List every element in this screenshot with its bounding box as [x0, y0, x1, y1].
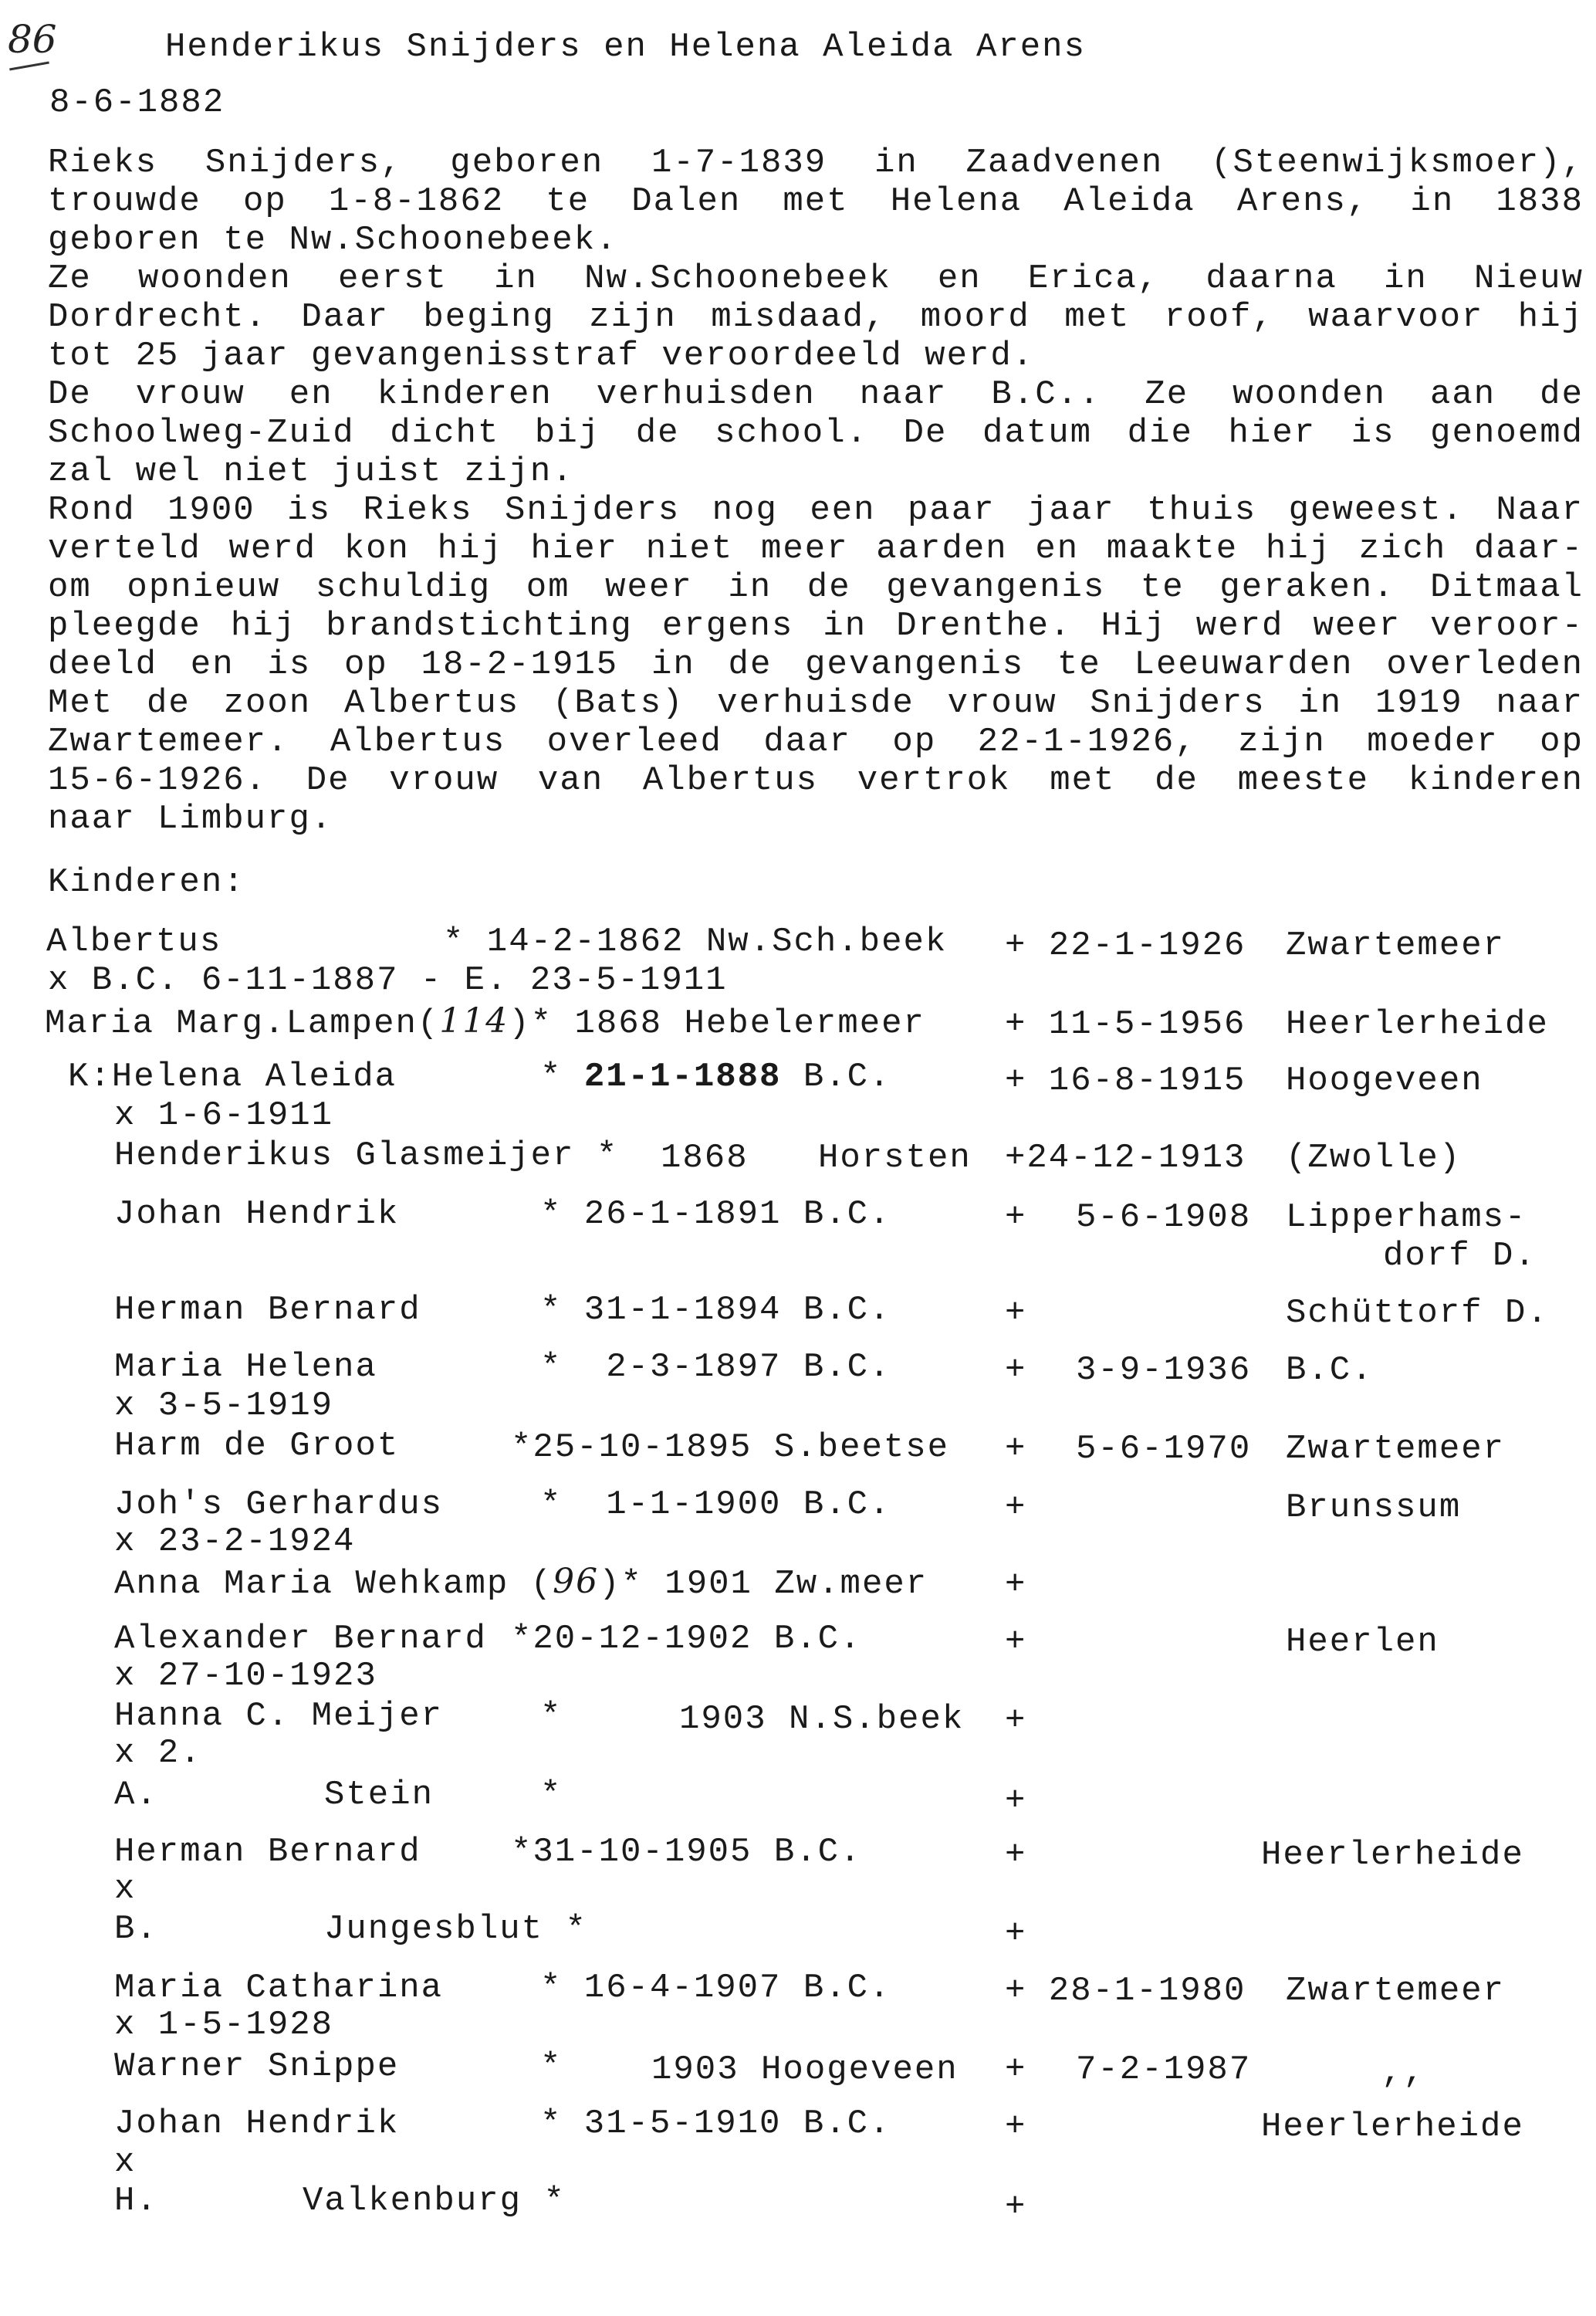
- maria-catharina-name: Maria Catharina: [114, 1969, 444, 2007]
- johan2-spouse-death: +: [1005, 2188, 1027, 2226]
- document-title: Henderikus Snijders en Helena Aleida Arens: [165, 28, 1086, 66]
- helena-spouse-birthplace: Horsten: [818, 1139, 972, 1177]
- herman1-birth: * 31-1-1894 B.C.: [540, 1291, 891, 1329]
- children-heading: Kinderen:: [48, 863, 245, 902]
- narrative-line: tot 25 jaar gevangenisstraf veroordeeld werd.: [48, 337, 1035, 375]
- maria-catharina-death: + 28-1-1980: [1005, 1972, 1246, 2010]
- alexander-birth: *20-12-1902 B.C.: [511, 1620, 862, 1658]
- alexander-spouse2-initial: A.: [114, 1776, 158, 1814]
- maria-catharina-spouse-birth: 1903 Hoogeveen: [651, 2050, 959, 2089]
- maria-catharina-spouse: Warner Snippe: [114, 2047, 400, 2086]
- maria-helena-spouse: Harm de Groot: [114, 1427, 400, 1465]
- maria-helena-spouse-place: Zwartemeer: [1286, 1430, 1506, 1468]
- narrative-line: De vrouw en kinderen verhuisden naar B.C.. Ze woonden aan de: [48, 375, 1584, 414]
- maria-helena-death: +: [1005, 1351, 1027, 1390]
- narrative-line: pleegde hij brandstichting ergens in Drenthe. Hij werd weer veroor-: [48, 607, 1584, 645]
- herman1-name: Herman Bernard: [114, 1291, 421, 1329]
- albertus-spouse-birth: )* 1868 Hebelermeer: [509, 1004, 925, 1043]
- johan2-birth: * 31-5-1910 B.C.: [540, 2104, 891, 2143]
- narrative-line: Dordrecht. Daar beging zijn misdaad, moord met roof, waarvoor hij: [48, 298, 1584, 337]
- herman2-place: Heerlerheide: [1261, 1836, 1524, 1874]
- johs-marriage: x 23-2-1924: [114, 1522, 356, 1561]
- johs-birth: * 1-1-1900 B.C.: [540, 1485, 891, 1524]
- johan2-death: +: [1005, 2108, 1027, 2146]
- albertus-place: Zwartemeer: [1286, 926, 1506, 965]
- johs-spouse-ref: 96: [553, 1562, 600, 1601]
- johan2-place: Heerlerheide: [1261, 2108, 1524, 2146]
- helena-birth-place: B.C.: [803, 1058, 891, 1096]
- alexander-death: +: [1005, 1623, 1027, 1661]
- johs-name: Joh's Gerhardus: [114, 1485, 444, 1524]
- helena-date: 21-1-1888: [583, 1058, 782, 1096]
- herman1-place: Schüttorf D.: [1286, 1294, 1549, 1332]
- johan2-spouse-initial: H.: [114, 2182, 158, 2220]
- johs-spouse: [114, 1563, 928, 1601]
- herman2-marriage: x: [114, 1870, 137, 1908]
- alexander-spouse2-star: *: [540, 1776, 563, 1814]
- albertus-spouse: [45, 1002, 925, 1041]
- herman2-spouse-name: Jungesblut *: [324, 1910, 587, 1949]
- albertus-spouse-name: Maria Marg.Lampen(: [45, 1004, 440, 1043]
- johs-spouse-birth: )* 1901 Zw.meer: [599, 1565, 928, 1603]
- helena-marriage: x 1-6-1911: [114, 1096, 334, 1135]
- maria-helena-death-date: 3-9-1936: [1076, 1351, 1252, 1390]
- helena-spouse-death: +24-12-1913: [1005, 1139, 1246, 1177]
- narrative-line: 15-6-1926. De vrouw van Albertus vertrok met de meeste kinderen: [48, 761, 1584, 800]
- johan1-place: Lipperhams-: [1286, 1198, 1527, 1237]
- johan1-place-cont: dorf D.: [1383, 1237, 1537, 1275]
- helena-spouse: Henderikus Glasmeijer *: [114, 1136, 619, 1175]
- alexander-spouse-birth: 1903 N.S.beek: [679, 1700, 965, 1739]
- albertus-spouse-place: Heerlerheide: [1286, 1005, 1549, 1044]
- herman2-death: +: [1005, 1836, 1027, 1874]
- johan1-death: +: [1005, 1198, 1027, 1237]
- maria-helena-spouse-death: +: [1005, 1430, 1027, 1468]
- alexander-place: Heerlen: [1286, 1623, 1439, 1661]
- helena-spouse-year: 1868: [661, 1139, 749, 1177]
- alexander-spouse2-death: +: [1005, 1782, 1027, 1820]
- narrative-text: [48, 144, 1584, 838]
- maria-catharina-spouse-star: *: [540, 2047, 563, 2086]
- johan1-death-date: 5-6-1908: [1076, 1198, 1252, 1237]
- maria-catharina-spouse-place: ,,: [1381, 2054, 1425, 2092]
- herman2-name: Herman Bernard: [114, 1833, 421, 1871]
- narrative-line: Rond 1900 is Rieks Snijders nog een paar jaar thuis geweest. Naar: [48, 491, 1584, 530]
- narrative-line: Schoolweg-Zuid dicht bij de school. De datum die hier is genoemd: [48, 414, 1584, 452]
- alexander-name: Alexander Bernard: [114, 1620, 487, 1658]
- maria-catharina-place: Zwartemeer: [1286, 1972, 1506, 2010]
- helena-star: *: [540, 1058, 563, 1096]
- johan2-spouse-name: Valkenburg *: [303, 2182, 566, 2220]
- johan2-name: Johan Hendrik: [114, 2104, 400, 2143]
- narrative-line: trouwde op 1-8-1862 te Dalen met Helena Aleida Arens, in 1838: [48, 182, 1584, 221]
- alexander-marriage2: x 2.: [114, 1734, 202, 1773]
- alexander-marriage: x 27-10-1923: [114, 1657, 377, 1695]
- helena-spouse-place: (Zwolle): [1286, 1139, 1462, 1177]
- handwritten-page-number: 86: [8, 17, 57, 62]
- maria-helena-name: Maria Helena: [114, 1348, 377, 1387]
- johan1-name: Johan Hendrik: [114, 1195, 400, 1234]
- narrative-line: zal wel niet juist zijn.: [48, 452, 574, 491]
- herman1-death: +: [1005, 1294, 1027, 1332]
- albertus-death: + 22-1-1926: [1005, 926, 1246, 965]
- albertus-birth: * 14-2-1862 Nw.Sch.beek: [443, 923, 948, 961]
- maria-helena-spouse-death-date: 5-6-1970: [1076, 1430, 1252, 1468]
- alexander-spouse: Hanna C. Meijer: [114, 1697, 444, 1735]
- maria-catharina-marriage: x 1-5-1928: [114, 2006, 334, 2044]
- maria-catharina-birth: * 16-4-1907 B.C.: [540, 1969, 891, 2007]
- maria-catharina-spouse-death-date: 7-2-1987: [1076, 2050, 1252, 2089]
- alexander-spouse2-name: Stein: [324, 1776, 435, 1814]
- narrative-line: deeld en is op 18-2-1915 in de gevangenis te Leeuwarden overleden: [48, 645, 1584, 684]
- narrative-line: geboren te Nw.Schoonebeek.: [48, 221, 618, 259]
- herman2-spouse-initial: B.: [114, 1910, 158, 1949]
- maria-helena-birth: * 2-3-1897 B.C.: [540, 1348, 891, 1387]
- maria-helena-place: B.C.: [1286, 1351, 1374, 1390]
- narrative-line: Ze woonden eerst in Nw.Schoonebeek en Erica, daarna in Nieuw: [48, 259, 1584, 298]
- albertus-spouse-ref: 114: [439, 1001, 509, 1041]
- alexander-spouse-star: *: [540, 1697, 563, 1735]
- albertus-spouse-death: + 11-5-1956: [1005, 1005, 1246, 1044]
- helena-name: K:Helena Aleida: [68, 1058, 397, 1096]
- narrative-line: om opnieuw schuldig om weer in de gevangenis te geraken. Ditmaal: [48, 568, 1584, 607]
- helena-death: + 16-8-1915: [1005, 1062, 1246, 1100]
- herman2-birth: *31-10-1905 B.C.: [511, 1833, 862, 1871]
- page-number-underline: [9, 62, 49, 71]
- alexander-spouse-death: +: [1005, 1701, 1027, 1740]
- albertus-name: Albertus: [46, 923, 222, 961]
- helena-birth: [540, 1058, 891, 1096]
- maria-helena-spouse-birth: *25-10-1895 S.beetse: [511, 1428, 950, 1467]
- narrative-line: naar Limburg.: [48, 800, 333, 838]
- maria-catharina-spouse-death: +: [1005, 2050, 1027, 2089]
- johs-spouse-death: +: [1005, 1566, 1027, 1604]
- johs-death: +: [1005, 1488, 1027, 1527]
- johs-spouse-name: Anna Maria Wehkamp (: [114, 1565, 553, 1603]
- narrative-line: Rieks Snijders, geboren 1-7-1839 in Zaadvenen (Steenwijksmoer),: [48, 144, 1584, 182]
- helena-place: Hoogeveen: [1286, 1062, 1483, 1100]
- johan2-marriage: x: [114, 2143, 137, 2182]
- johs-place: Brunssum: [1286, 1488, 1462, 1527]
- narrative-line: Zwartemeer. Albertus overleed daar op 22-1-1926, zijn moeder op: [48, 723, 1584, 761]
- narrative-line: Met de zoon Albertus (Bats) verhuisde vrouw Snijders in 1919 naar: [48, 684, 1584, 723]
- document-date: 8-6-1882: [49, 83, 225, 122]
- herman2-spouse-death: +: [1005, 1915, 1027, 1953]
- narrative-line: verteld werd kon hij hier niet meer aarden en maakte hij zich daar-: [48, 530, 1584, 568]
- albertus-marriage: x B.C. 6-11-1887 - E. 23-5-1911: [48, 961, 728, 1000]
- maria-helena-marriage: x 3-5-1919: [114, 1387, 334, 1425]
- johan1-birth: * 26-1-1891 B.C.: [540, 1195, 891, 1234]
